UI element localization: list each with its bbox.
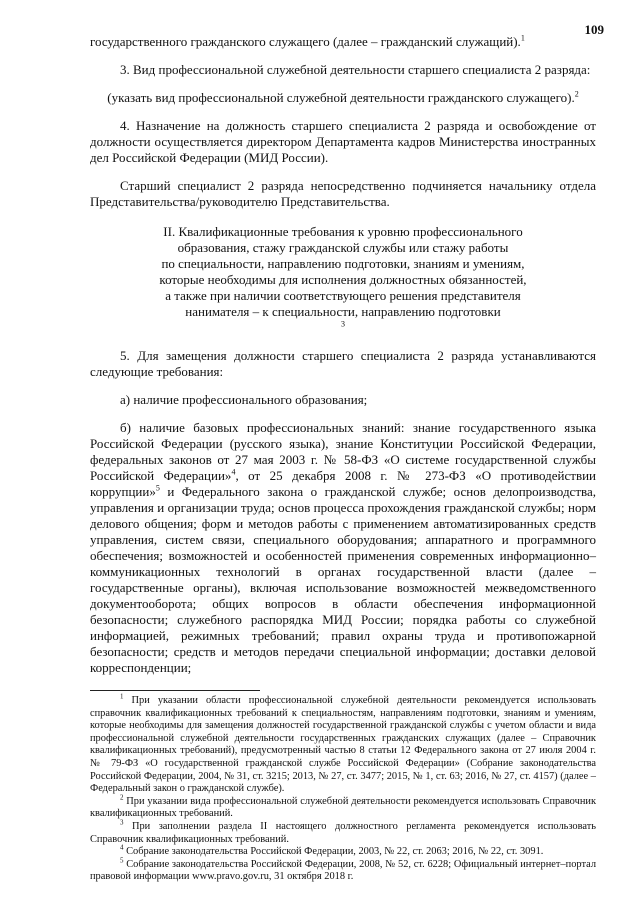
heading-line: по специальности, направлению подготовки, знаниям и умениям, [161,256,525,271]
footnote-text: При заполнении раздела II настоящего должностного регламента рекомендуется использовать Справочник квалификационных требований. [90,820,596,845]
item-b-text-2: , от 25 декабря 2008 г. № 273-ФЗ «О противодействии коррупции» [90,468,596,499]
list-item-b [90,420,596,676]
list-item-a: а) наличие профессионального образования; [120,392,368,407]
paragraph-activity-type: 3. Вид профессиональной служебной деятельности старшего специалиста 2 разряда: [120,62,591,77]
heading-line: которые необходимы для исполнения должностных обязанностей, [159,272,527,287]
footnote-ref: 2 [574,89,579,99]
footnote [90,843,596,859]
item-b-text-3: и Федерального закона о гражданской службе; основ делопроизводства, управления и организации труда; основ процесса прохождения гражданской службы; норм делового общения; форм и методов работы с применением автоматизированных средств управления, систем связи, специального оборудования; аппаратного и программного обеспечения; возможностей и особенностей применения современных информационно–коммуникационных технологий в органах государственной власти (далее – государственные органы), включая использование возможностей межведомственного документооборота; общих вопросов в области обеспечения информационной безопасности; служебного распорядка МИД России; порядка работы со служебной информацией, режимных требований; правил охраны труда и противопожарной безопасности; средств и методов передачи специальной информации; доставки деловой корреспонденции; [90,484,596,675]
item-b-text-1: б) наличие базовых профессиональных знаний: знание государственного языка Российской Федерации (русского языка), знание Конституции Российской Федерации, федеральных законов от 27 мая 2003 г. № 58-ФЗ «О системе государственной службы Российской Федерации» [90,420,596,483]
paragraph-activity-note [90,90,596,106]
footnote-text: Собрание законодательства Российской Федерации, 2003, № 22, ст. 2063; 2016, № 22, ст. 3091. [123,846,544,858]
heading-line: а также при наличии соответствующего решения представителя [165,288,521,303]
footnote-ref: 5 [155,483,160,493]
footnote-number: 3 [120,818,124,827]
heading-line: II. Квалификационные требования к уровню профессионального [163,224,523,239]
paragraph-subordination: Старший специалист 2 разряда непосредственно подчиняется начальнику отдела Представительства/руководителю Представительства. [90,178,596,209]
footnote-number: 1 [120,692,124,701]
paragraph-text: (указать вид профессиональной служебной деятельности гражданского служащего). [107,90,575,105]
paragraph-text: государственного гражданского служащего (далее – гражданский служащий). [90,34,521,49]
footnote-ref: 1 [520,33,525,43]
footnote-ref: 4 [231,467,236,477]
footnote-text: Собрание законодательства Российской Федерации, 2008, № 52, ст. 6228; Официальный интернет–портал правовой информации www.pravo.gov.ru, 31 октября 2018 г. [90,858,596,883]
heading-line-text: нанимателя – к специальности, направлению подготовки [185,304,501,319]
page-number: 109 [584,22,604,37]
page-content [90,34,596,884]
paragraph-appointment: 4. Назначение на должность старшего специалиста 2 разряда и освобождение от должности осуществляется директором Департамента кадров Министерства иностранных дел Российской Федерации (МИД России). [90,118,596,165]
footnote-text: При указании вида профессиональной служебной деятельности рекомендуется использовать Справочник квалификационных требований. [90,795,596,820]
footnotes [90,692,596,884]
heading-line-last [90,304,596,336]
footnote-number: 2 [120,793,124,802]
footnote [90,793,596,821]
footnote [90,818,596,846]
heading-line: образования, стажу гражданской службы или стажу работы [177,240,509,255]
footnote-number: 5 [120,856,124,865]
footnote [90,856,596,884]
paragraph-continuation [90,34,596,50]
footnote-text: При указании области профессиональной служебной деятельности рекомендуется использовать справочник квалификационных требований к специальностям, направлениям подготовки, знаниям и умениям, которые необходимы для замещения должностей государственной гражданской службы с учетом области и вида профессиональной служебной деятельности государственных гражданских служащих (далее – Справочник квалификационных требований), предусмотренный частью 8 статьи 12 Федерального закона от 27 июля 2004 г. № 79-ФЗ «О государственной гражданской службе Российской Федерации» (Собрание законодательства Российской Федерации, 2004, № 31, ст. 3215; 2013, № 27, ст. 3477; 2015, № 1, ст. 63; 2016, № 27, ст. 4157) (далее – Федеральный закон о гражданской службе). [90,695,596,795]
footnote-separator [90,690,260,691]
footnote [90,692,596,796]
footnote-number: 4 [120,843,124,852]
footnote-ref: 3 [341,319,345,329]
section-heading [90,224,596,336]
paragraph-requirements: 5. Для замещения должности старшего специалиста 2 разряда устанавливаются следующие требования: [90,348,596,379]
